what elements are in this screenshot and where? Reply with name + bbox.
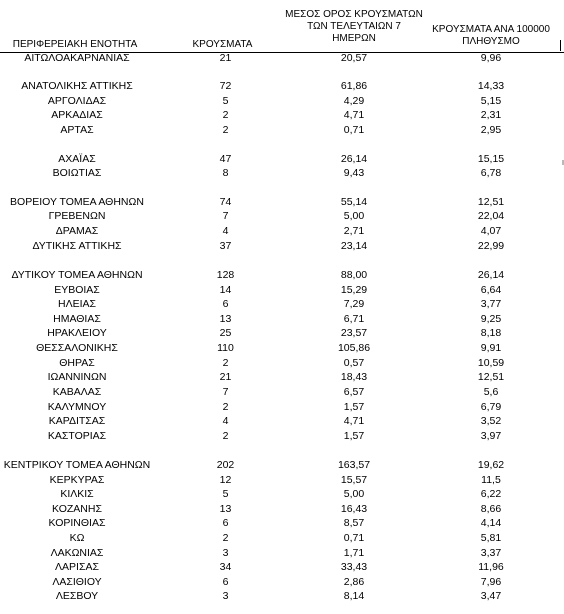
- cell-avg7: 0,71: [343, 124, 365, 136]
- table-row: [0, 429, 564, 443]
- table-row: [0, 239, 564, 253]
- cell-cases: 37: [219, 240, 232, 252]
- header-avg7-line-2: ΤΩΝ ΤΕΛΕΥΤΑΙΩΝ 7: [307, 21, 401, 32]
- cell-avg7: 8,57: [343, 517, 365, 529]
- cell-cases: 34: [219, 561, 232, 573]
- cell-cases: 12: [219, 474, 232, 486]
- table-row: [0, 312, 564, 326]
- cell-per100k: 3,37: [480, 547, 502, 559]
- cell-cases: 2: [222, 109, 229, 121]
- cell-region: ΚΟΡΙΝΘΙΑΣ: [48, 517, 106, 529]
- cell-per100k: 9,25: [480, 313, 502, 325]
- table-row: [0, 370, 564, 384]
- cell-avg7: 0,57: [343, 357, 365, 369]
- cell-per100k: 12,51: [477, 371, 505, 383]
- cell-region: ΚΕΡΚΥΡΑΣ: [49, 474, 105, 486]
- table-row: [0, 546, 564, 560]
- cell-per100k: 10,59: [477, 357, 505, 369]
- cell-avg7: 6,71: [343, 313, 365, 325]
- cell-region: ΓΡΕΒΕΝΩΝ: [48, 210, 106, 222]
- cell-cases: 72: [219, 80, 232, 92]
- cell-cases: 7: [222, 210, 229, 222]
- table-row: [0, 473, 564, 487]
- cell-per100k: 19,62: [477, 459, 505, 471]
- cell-cases: 14: [219, 284, 232, 296]
- table-row: [0, 268, 564, 282]
- cell-avg7: 2,86: [343, 576, 365, 588]
- table-row: [0, 575, 564, 589]
- cell-avg7: 33,43: [340, 561, 368, 573]
- table-row: [0, 400, 564, 414]
- cell-per100k: 3,77: [480, 298, 502, 310]
- cell-region: ΚΑΣΤΟΡΙΑΣ: [47, 430, 107, 442]
- cell-cases: 4: [222, 225, 229, 237]
- table-row: [0, 560, 564, 574]
- cell-region: ΗΛΕΙΑΣ: [57, 298, 96, 310]
- cell-region: ΛΑΡΙΣΑΣ: [55, 561, 99, 573]
- cell-cases: 7: [222, 386, 229, 398]
- table-row: [0, 487, 564, 501]
- cell-region: ΚΩ: [69, 532, 85, 544]
- cell-avg7: 8,14: [343, 590, 365, 602]
- table-row: [0, 123, 564, 137]
- cell-region: ΑΙΤΩΛΟΑΚΑΡΝΑΝΙΑΣ: [24, 52, 130, 64]
- cell-region: ΘΗΡΑΣ: [59, 357, 95, 369]
- cell-region: ΗΡΑΚΛΕΙΟΥ: [47, 327, 107, 339]
- header-region: ΠΕΡΙΦΕΡΕΙΑΚΗ ΕΝΟΤΗΤΑ: [12, 39, 138, 50]
- cell-region: ΘΕΣΣΑΛΟΝΙΚΗΣ: [36, 342, 118, 354]
- cell-cases: 2: [222, 401, 229, 413]
- cell-region: ΚΑΒΑΛΑΣ: [52, 386, 102, 398]
- cell-avg7: 16,43: [340, 503, 368, 515]
- cell-avg7: 4,71: [343, 109, 365, 121]
- cell-cases: 13: [219, 503, 232, 515]
- cell-avg7: 6,57: [343, 386, 365, 398]
- cell-cases: 5: [222, 95, 229, 107]
- cell-region: ΚΑΛΥΜΝΟΥ: [47, 401, 107, 413]
- cell-cases: 8: [222, 167, 229, 179]
- cell-avg7: 1,57: [343, 430, 365, 442]
- table-row: [0, 108, 564, 122]
- cell-per100k: 2,31: [480, 109, 502, 121]
- cell-cases: 2: [222, 532, 229, 544]
- cell-cases: 3: [222, 547, 229, 559]
- cell-cases: 2: [222, 124, 229, 136]
- cell-per100k: 6,78: [480, 167, 502, 179]
- cell-avg7: 5,00: [343, 210, 365, 222]
- cell-avg7: 15,57: [340, 474, 368, 486]
- cell-avg7: 23,57: [340, 327, 368, 339]
- cell-region: ΑΡΤΑΣ: [60, 124, 94, 136]
- cell-avg7: 105,86: [337, 342, 371, 354]
- cell-cases: 21: [219, 52, 232, 64]
- cell-avg7: 1,71: [343, 547, 365, 559]
- cell-cases: 128: [216, 269, 235, 281]
- cell-avg7: 4,29: [343, 95, 365, 107]
- cell-region: ΚΙΛΚΙΣ: [60, 488, 94, 500]
- cell-region: ΔΥΤΙΚΟΥ ΤΟΜΕΑ ΑΘΗΝΩΝ: [11, 269, 143, 281]
- table-row: [0, 531, 564, 545]
- table-row: [0, 326, 564, 340]
- cell-per100k: 22,99: [477, 240, 505, 252]
- table-row: [0, 356, 564, 370]
- table-row: [0, 341, 564, 355]
- cell-region: ΔΡΑΜΑΣ: [55, 225, 99, 237]
- table-row: [0, 224, 564, 238]
- table-row: [0, 79, 564, 93]
- cell-region: ΗΜΑΘΙΑΣ: [53, 313, 101, 325]
- cell-per100k: 2,95: [480, 124, 502, 136]
- cell-per100k: 11,5: [481, 474, 501, 486]
- cell-cases: 6: [222, 517, 229, 529]
- cell-per100k: 8,18: [480, 327, 502, 339]
- cell-avg7: 88,00: [340, 269, 368, 281]
- cell-avg7: 0,71: [343, 532, 365, 544]
- cell-cases: 202: [216, 459, 235, 471]
- table-row: [0, 589, 564, 603]
- table-row: [0, 516, 564, 530]
- cell-region: ΑΡΚΑΔΙΑΣ: [51, 109, 103, 121]
- cell-avg7: 15,29: [340, 284, 368, 296]
- cell-region: ΛΕΣΒΟΥ: [55, 590, 99, 602]
- cell-avg7: 7,29: [343, 298, 365, 310]
- cell-per100k: 9,96: [480, 52, 502, 64]
- cell-per100k: 7,96: [480, 576, 502, 588]
- cell-cases: 2: [222, 430, 229, 442]
- cell-region: ΛΑΚΩΝΙΑΣ: [50, 547, 104, 559]
- cell-avg7: 55,14: [340, 196, 368, 208]
- cell-avg7: 9,43: [343, 167, 365, 179]
- cell-per100k: 6,79: [480, 401, 502, 413]
- cell-cases: 6: [222, 298, 229, 310]
- cell-region: ΒΟΙΩΤΙΑΣ: [52, 167, 102, 179]
- cell-cases: 3: [222, 590, 229, 602]
- cell-avg7: 20,57: [340, 52, 368, 64]
- cell-cases: 110: [217, 342, 234, 354]
- cell-per100k: 6,64: [480, 284, 502, 296]
- cell-cases: 4: [222, 415, 229, 427]
- cell-per100k: 5,6: [483, 386, 499, 398]
- table-row: [0, 94, 564, 108]
- header-avg7-line-1: ΜΕΣΟΣ ΟΡΟΣ ΚΡΟΥΣΜΑΤΩΝ: [285, 9, 423, 20]
- cell-region: ΚΟΖΑΝΗΣ: [52, 503, 102, 515]
- cell-cases: 47: [219, 153, 232, 165]
- cell-region: ΑΝΑΤΟΛΙΚΗΣ ΑΤΤΙΚΗΣ: [21, 80, 133, 92]
- cell-avg7: 23,14: [340, 240, 368, 252]
- cell-avg7: 61,86: [340, 80, 368, 92]
- cell-per100k: 6,22: [480, 488, 502, 500]
- cell-region: ΚΑΡΔΙΤΣΑΣ: [48, 415, 106, 427]
- cell-region: ΕΥΒΟΙΑΣ: [54, 284, 100, 296]
- cell-cases: 25: [219, 327, 232, 339]
- table-row: [0, 51, 564, 65]
- cell-per100k: 3,97: [480, 430, 502, 442]
- cell-per100k: 26,14: [477, 269, 505, 281]
- table-row: [0, 209, 564, 223]
- cell-cases: 21: [219, 371, 232, 383]
- table-row: [0, 195, 564, 209]
- table-row: [0, 297, 564, 311]
- cell-cases: 74: [219, 196, 232, 208]
- cell-avg7: 4,71: [343, 415, 365, 427]
- cell-per100k: 8,66: [480, 503, 502, 515]
- cell-region: ΑΡΓΟΛΙΔΑΣ: [47, 95, 107, 107]
- table-row: [0, 152, 564, 166]
- cell-region: ΑΧΑΪΑΣ: [58, 153, 96, 165]
- cell-per100k: 12,51: [477, 196, 505, 208]
- cell-per100k: 3,52: [480, 415, 502, 427]
- cell-region: ΛΑΣΙΘΙΟΥ: [52, 576, 102, 588]
- table-row: [0, 283, 564, 297]
- cell-per100k: 4,14: [480, 517, 502, 529]
- cell-per100k: 22,04: [477, 210, 505, 222]
- cell-per100k: 15,15: [477, 153, 505, 165]
- cell-per100k: 5,15: [480, 95, 502, 107]
- cell-region: ΚΕΝΤΡΙΚΟΥ ΤΟΜΕΑ ΑΘΗΝΩΝ: [3, 459, 151, 471]
- cell-per100k: 4,07: [480, 225, 502, 237]
- header-cases: ΚΡΟΥΣΜΑΤΑ: [192, 39, 253, 50]
- cell-region: ΙΩΑΝΝΙΝΩΝ: [47, 371, 107, 383]
- cell-region: ΔΥΤΙΚΗΣ ΑΤΤΙΚΗΣ: [32, 240, 122, 252]
- cell-avg7: 1,57: [343, 401, 365, 413]
- header-per100k-line-2: ΠΛΗΘΥΣΜΟ: [462, 36, 520, 47]
- cell-avg7: 18,43: [340, 371, 368, 383]
- cell-per100k: 5,81: [480, 532, 502, 544]
- header-avg7-line-3: ΗΜΕΡΩΝ: [332, 33, 376, 44]
- table-row: [0, 458, 564, 472]
- cell-per100k: 14,33: [477, 80, 505, 92]
- cell-cases: 5: [222, 488, 229, 500]
- cell-per100k: 9,91: [480, 342, 502, 354]
- cell-avg7: 2,71: [343, 225, 365, 237]
- cell-cases: 6: [222, 576, 229, 588]
- cell-cases: 13: [219, 313, 232, 325]
- table-row: [0, 166, 564, 180]
- table-row: [0, 385, 564, 399]
- cell-avg7: 5,00: [343, 488, 365, 500]
- cell-cases: 2: [222, 357, 229, 369]
- cell-avg7: 26,14: [340, 153, 368, 165]
- header-per100k-line-1: ΚΡΟΥΣΜΑΤΑ ΑΝΑ 100000: [432, 24, 550, 35]
- table-row: [0, 414, 564, 428]
- table-row: [0, 502, 564, 516]
- cell-per100k: 11,96: [478, 561, 504, 573]
- cell-region: ΒΟΡΕΙΟΥ ΤΟΜΕΑ ΑΘΗΝΩΝ: [10, 196, 144, 208]
- cell-per100k: 3,47: [480, 590, 502, 602]
- cell-avg7: 163,57: [337, 459, 371, 471]
